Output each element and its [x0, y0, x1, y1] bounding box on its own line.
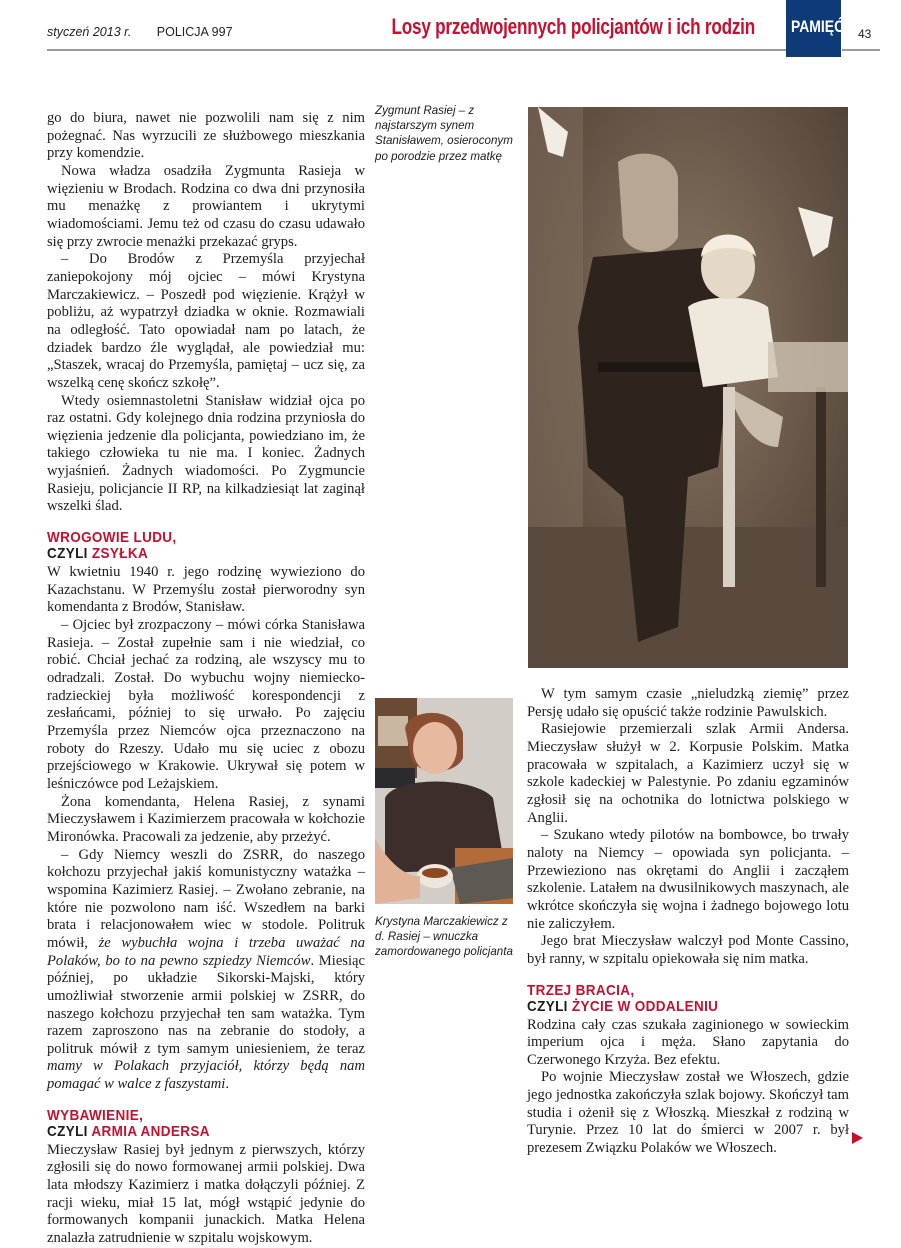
section-label: PAMIĘĆ — [790, 17, 845, 36]
article-column-1 — [47, 110, 365, 1248]
issue-date: styczeń 2013 r. — [47, 25, 132, 39]
heading-keyword: ŻYCIE W ODDALENIU — [571, 997, 719, 1015]
heading-line-1: WROGOWIE LUDU, — [47, 529, 177, 547]
italic-quote: że wybuchła wojna i trzeba uważać na Polaków, bo to na pewno szpiedzy Niemców — [47, 934, 366, 969]
paragraph: Żona komendanta, Helena Rasiej, z synami Mieczysławem i Kazimierzem pracowała w kołchozie Mironówka. Pracowali za jedzenie, aby przeżyć. — [47, 793, 365, 845]
photo-caption-krystyna: Krystyna Marczakiewicz z d. Rasiej – wnuczka zamordowanego policjanta — [375, 915, 513, 959]
heading-keyword: ARMIA ANDERSA — [91, 1122, 210, 1140]
section-heading-zycie-w-oddaleniu — [527, 983, 817, 1015]
heading-prefix: CZYLI — [47, 545, 92, 563]
header-rule-right — [842, 49, 880, 51]
article-series-title: Losy przedwojennych policjantów i ich rodzin — [391, 14, 755, 39]
paragraph: Wtedy osiemnastoletni Stanisław widział ojca po raz ostatni. Gdy kolejnego dnia rodzina przyniosła do więzienia jedzenie dla policjanta, powiedziano im, że takiego człowieka tu nie ma. I koniec. Żadnych wyjaśnień. Żadnych wiadomości. Po Zygmuncie Rasieju, policjancie II RP, na kilkadziesiąt lat zaginął wszelki ślad. — [47, 392, 365, 515]
section-heading-zsylka — [47, 530, 333, 562]
paragraph: Jego brat Mieczysław walczył pod Monte Cassino, był ranny, w szpitalu opiekowała się nim matka. — [527, 933, 849, 967]
paragraph: Nowa władza osadziła Zygmunta Rasieja w więzieniu w Brodach. Rodzina co dwa dni przynosiła mu menażkę z prowiantem i ukrytymi wiadomościami. Jemu też od czasu do czasu udawało się przy zwrocie menażki przekazać gryps. — [47, 162, 365, 250]
text-run: . Miesiąc później, po układzie Sikorski-Majski, który umożliwiał stworzenie armii polskiej w ZSRR, do naszego kołchozu przyjechał ten sam watażka. Tym razem zaproszono nas na zebranie do stodoły, a politruk mówił z tym samym uniesieniem, że teraz — [47, 952, 366, 1057]
paragraph: Po wojnie Mieczysław został we Włoszech, gdzie jego jednostka zakończyła szlak bojowy. Skończył tam studia i ożenił się z Włoszką. Mieszkał z rodziną w Turynie. Przez 10 lat do śmierci w 2007 r. był prezesem Związku Polaków we Włoszech. — [527, 1069, 849, 1157]
portrait-image — [375, 698, 513, 904]
historical-photo-zygmunt-rasiej — [528, 107, 848, 668]
paragraph: Mieczysław Rasiej był jednym z pierwszych, którzy zgłosili się do nowo formowanej armii polskiej. Dwa lata młodszy Kazimierz i matka dołączyli później. Z racji wieku, miał 15 lat, mógł wstąpić jedynie do formowanych kompanii junackich. Matka Helena znalazła zatrudnienie w szpitalu wojskowym. — [47, 1141, 365, 1247]
sepia-portrait-image — [528, 107, 848, 668]
running-header — [47, 25, 233, 39]
heading-prefix: CZYLI — [527, 997, 572, 1015]
next-arrow-icon — [852, 1132, 863, 1144]
photo-krystyna-marczakiewicz — [375, 698, 513, 904]
section-heading-armia-andersa — [47, 1108, 333, 1140]
paragraph: – Szukano wtedy pilotów na bombowce, bo trwały naloty na Niemcy – opowiada syn policjanta. – Przewieziono nas okrętami do Anglii i zacząłem szkolenie. Latałem na dwusilnikowych maszynach, ale wkrótce skończyła się wojna i żadnego bojowego lotu nie zaliczyłem. — [527, 827, 849, 932]
heading-line-1: TRZEJ BRACIA, — [527, 981, 635, 999]
text-run: . — [225, 1076, 230, 1093]
quote-paragraph — [47, 847, 365, 1094]
heading-prefix: CZYLI — [47, 1122, 92, 1140]
paragraph: W tym samym czasie „nieludzką ziemię” przez Persję udało się opuścić także rodzinie Pawulskich. — [527, 686, 849, 720]
page-number: 43 — [858, 27, 872, 41]
paragraph: Rodzina cały czas szukała zaginionego w sowieckim imperium ojca i męża. Słano zapytania do Czerwonego Krzyża. Bez efektu. — [527, 1016, 849, 1068]
paragraph: Rasiejowie przemierzali szlak Armii Andersa. Mieczysław służył w 2. Korpusie Polskim. Matka pracowała w szpitalach, a Kazimierz uczył się w szkole kadeckiej w Palestynie. Po zdaniu egzaminów zgłosił się na ochotnika do lotnictwa polskiego w Anglii. — [527, 721, 849, 826]
heading-line-1: WYBAWIENIE, — [47, 1106, 144, 1124]
italic-quote: mamy w Polakach przyjaciół, którzy będą nam pomagać w walce z faszystami — [47, 1058, 365, 1093]
paragraph: go do biura, nawet nie pozwolili nam się z nim pożegnać. Nas wyrzucili ze służbowego mieszkania przy komendzie. — [47, 110, 365, 162]
article-column-2 — [527, 686, 849, 1158]
photo-caption-zygmunt: Zygmunt Rasiej – z najstarszym synem Stanisławem, osieroconym po porodzie przez matkę — [375, 104, 513, 163]
heading-keyword: ZSYŁKA — [91, 545, 149, 563]
magazine-name: POLICJA 997 — [156, 25, 233, 39]
text-run: – Gdy Niemcy weszli do ZSRR, do naszego kołchozu przyjechał jakiś komunistyczny watażka – wspomina Kazimierz Rasiej. – Zwołano zebranie, na które nie pozwolono nam iść. Wszedłem na barki brata i relacjonowałem wiec w stodole. Politruk mówił, — [47, 846, 365, 951]
paragraph: – Do Brodów z Przemyśla przyjechał zaniepokojony mój ojciec – mówi Krystyna Marczakiewicz. – Poszedł pod więzienie. Krążył w pobliżu, aż wypatrzył dziadka w oknie. Rozmawiali na odległość. Tato opowiadał nam po latach, że dziadek bardzo źle wyglądał, ale powiedział mu: „Staszek, wracaj do Przemyśla, pamiętaj – ucz się, za wszelką cenę skończ szkołę”. — [47, 251, 365, 391]
section-badge — [786, 0, 845, 57]
paragraph: W kwietniu 1940 r. jego rodzinę wywieziono do Kazachstanu. W Przemyślu został pierworodny syn komendanta z Brodów, Stanisław. — [47, 564, 365, 616]
paragraph: – Ojciec był zrozpaczony – mówi córka Stanisława Rasieja. – Został zupełnie sam i nie wiedział, co robić. Chciał jechać za rodziną, ale wszyscy mu to odradzali. Został. Do wybuchu wojny niemiecko-radzieckiej była możliwość korespondencji z zesłańcami, później to się urwało. Po zajęciu Przemyśla przez Niemców ojca przeznaczono na roboty do Rzeszy. Udało mu się uciec z obozu przejściowego w Krakowie. Ukrywał się potem w leśniczówce pod Leżajskiem. — [47, 617, 365, 792]
header-rule — [47, 49, 827, 51]
